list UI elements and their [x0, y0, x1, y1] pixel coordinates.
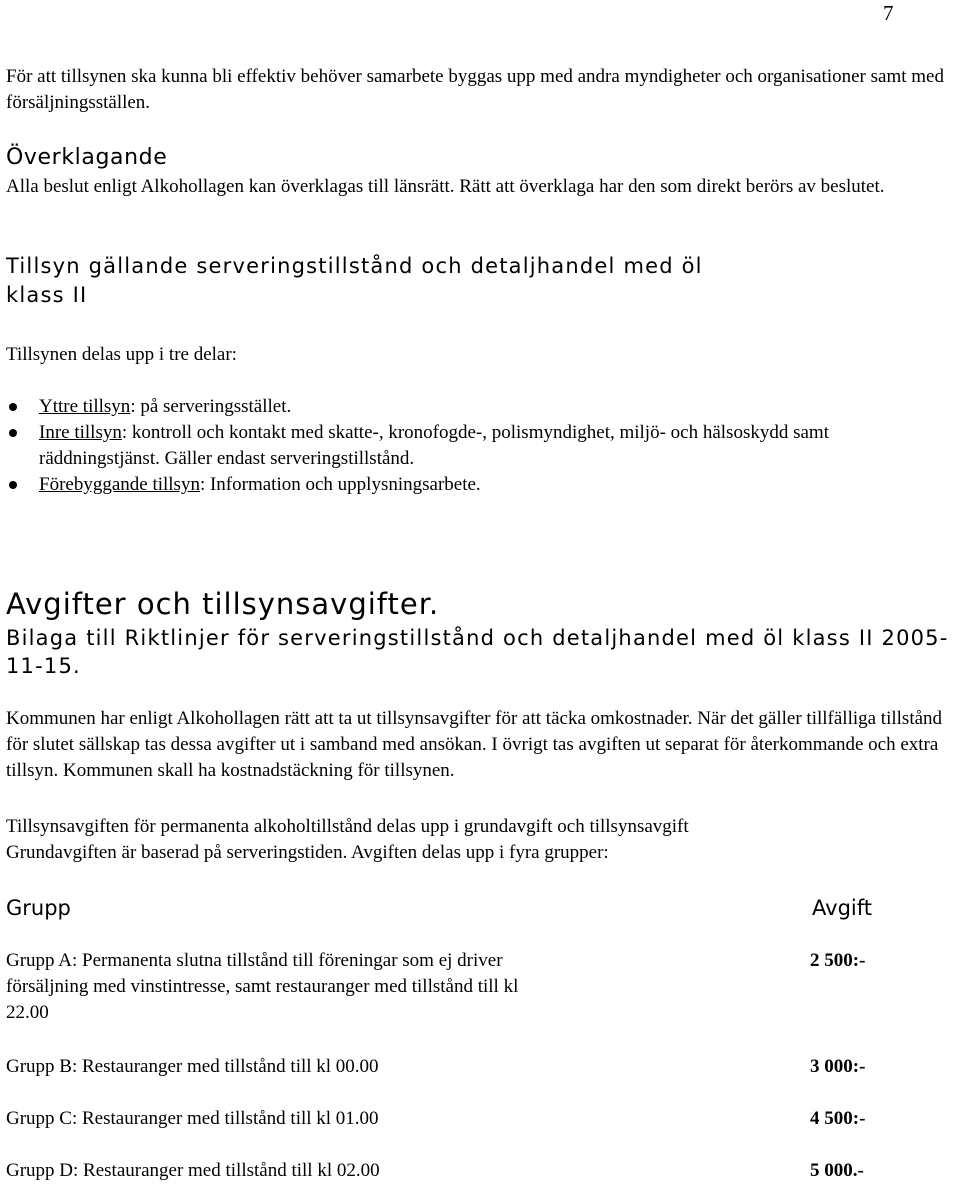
overklagande-text: Alla beslut enligt Alkohollagen kan överklagas till länsrätt. Rätt att överklaga har den som direkt berörs av beslutet.: [6, 176, 885, 197]
table-cell-fee: 4 500:-: [810, 1108, 866, 1129]
list-item-text: : kontroll och kontakt med skatte-, kronofogde-, polismyndighet, miljö- och hälsoskydd samt räddningstjänst. Gäller endast serveringstillstånd.: [39, 422, 829, 469]
list-item-term: Inre tillsyn: [39, 422, 122, 443]
overklagande-heading: Överklagande: [6, 145, 168, 170]
table-header-fee: Avgift: [812, 896, 872, 920]
table-cell-fee: 2 500:-: [810, 950, 866, 971]
list-item: [6, 472, 954, 498]
table-cell-fee: 3 000:-: [810, 1056, 866, 1077]
list-item-text: : Information och upplysningsarbete.: [199, 474, 481, 495]
table-cell-group: Grupp B: Restauranger med tillstånd till kl 00.00: [6, 1056, 379, 1077]
table-header-group: Grupp: [6, 896, 71, 920]
tillsyn-heading-line1: Tillsyn gällande serveringstillstånd och detaljhandel med öl: [6, 254, 703, 278]
list-item-term: Förebyggande tillsyn: [39, 474, 200, 495]
tillsyn-list: [6, 394, 954, 498]
bullet-icon: [9, 481, 17, 489]
intro-paragraph: För att tillsynen ska kunna bli effektiv behöver samarbete byggas upp med andra myndigheter och organisationer samt med försäljningsställen.: [6, 66, 944, 113]
avgifter-subheading-line1: Bilaga till Riktlinjer för serveringstillstånd och detaljhandel med öl klass II 2005-: [6, 626, 949, 650]
bullet-icon: [9, 403, 17, 411]
list-item-text: : på serveringsstället.: [130, 396, 292, 417]
table-cell-group: Grupp C: Restauranger med tillstånd till kl 01.00: [6, 1108, 379, 1129]
list-item: [6, 394, 954, 420]
avgifter-paragraph: Kommunen har enligt Alkohollagen rätt att ta ut tillsynsavgifter för att täcka omkostnader. När det gäller tillfälliga tillstånd för slutet sällskap tas dessa avgifter ut i samband med ansökan. I övrigt tas avgiften ut separat för återkommande och extra tillsyn. Kommunen skall ha kostnadstäckning för tillsynen.: [6, 708, 943, 781]
avgifter-heading: Avgifter och tillsynsavgifter.: [6, 587, 440, 621]
table-cell-group: Grupp A: Permanenta slutna tillstånd till föreningar som ej driver försäljning med vinstintresse, samt restauranger med tillstånd till kl 22.00: [6, 950, 519, 1023]
bullet-icon: [9, 429, 17, 437]
table-cell-group: Grupp D: Restauranger med tillstånd till kl 02.00: [6, 1160, 380, 1181]
list-item-term: Yttre tillsyn: [39, 396, 131, 417]
avgifter-subheading-line2: 11-15.: [6, 654, 81, 678]
list-item: [6, 420, 954, 472]
tillsyn-heading-line2: klass II: [6, 283, 88, 307]
table-cell-fee: 5 000.-: [810, 1160, 864, 1181]
tillsyn-lead: Tillsynen delas upp i tre delar:: [6, 344, 237, 365]
page-number: 7: [883, 1, 894, 25]
avgifter-paragraph2-line2: Grundavgiften är baserad på serveringstiden. Avgiften delas upp i fyra grupper:: [6, 842, 609, 863]
avgifter-paragraph2-line1: Tillsynsavgiften för permanenta alkoholtillstånd delas upp i grundavgift och tillsynsavgift: [6, 816, 689, 837]
